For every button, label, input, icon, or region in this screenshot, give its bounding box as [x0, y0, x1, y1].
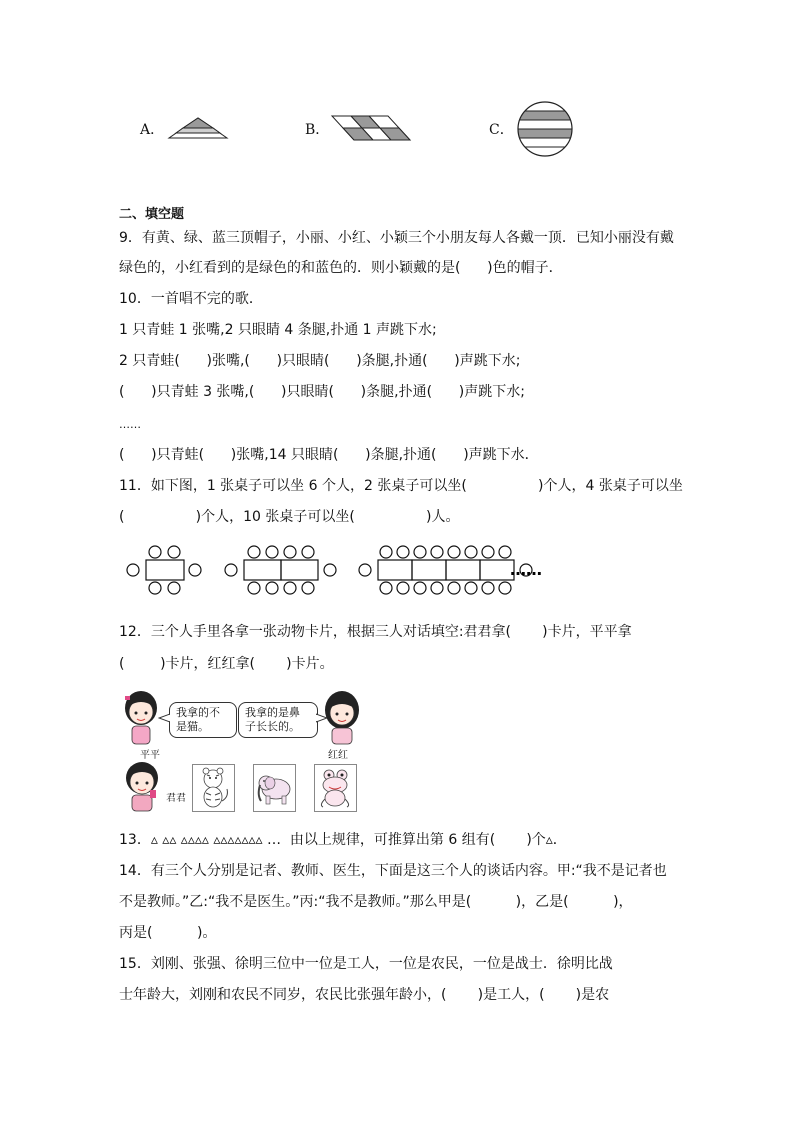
section-title: 二、填空题: [119, 207, 185, 222]
elephant-card-icon: [254, 765, 295, 811]
bubble-left-tail-icon: [158, 712, 170, 724]
q10-line-4: ( )只青蛙( )张嘴,14 只眼睛( )条腿,扑通( )声跳下水．: [119, 447, 539, 463]
q12-line-2: ( )卡片，红红拿( )卡片。: [119, 656, 334, 672]
bubble-left: [169, 702, 237, 738]
q10-line-1: 1 只青蛙 1 张嘴,2 只眼睛 4 条腿,扑通 1 声跳下水;: [119, 322, 437, 338]
q10-ellipsis: ……: [119, 418, 141, 431]
bubble-right-line-2: 子长长的。: [245, 720, 300, 733]
bubble-left-line-2: 是猫。: [176, 720, 209, 733]
option-a-label: A．: [140, 122, 165, 138]
striped-circle-icon: [516, 100, 574, 158]
bubble-left-line-1: 我拿的不: [176, 706, 220, 719]
frog-card-icon: [315, 765, 356, 811]
bubble-right-line-1: 我拿的是鼻: [245, 706, 300, 719]
q15-line-2: 士年龄大，刘刚和农民不同岁，农民比张强年龄小，( )是工人，( )是农: [119, 987, 610, 1003]
table-seating-figure: [122, 542, 562, 600]
name-right: 红红: [328, 750, 348, 761]
girl-bottom-icon: [122, 760, 168, 812]
q10-title: 10．一首唱不完的歌．: [119, 291, 263, 307]
q10-line-2: 2 只青蛙( )张嘴,( )只眼睛( )条腿,扑通( )声跳下水;: [119, 353, 521, 369]
name-left: 平平: [140, 750, 160, 761]
card-tiger: [192, 764, 235, 812]
tiger-card-icon: [193, 765, 234, 811]
q14-line-1: 14．有三个人分别是记者、教师、医生，下面是这三个人的谈话内容。甲:“我不是记者也: [119, 863, 667, 879]
girl-right-icon: [322, 688, 362, 746]
table-ellipsis: ……: [510, 560, 542, 579]
q11-line-2: ( )个人，10 张桌子可以坐( )人。: [119, 509, 460, 525]
q15-line-1: 15．刘刚、张强、徐明三位中一位是工人，一位是农民，一位是战士．徐明比战: [119, 956, 613, 972]
q12-line-1: 12．三个人手里各拿一张动物卡片，根据三人对话填空:君君拿( )卡片，平平拿: [119, 624, 632, 640]
q10-line-3: ( )只青蛙 3 张嘴,( )只眼睛( )条腿,扑通( )声跳下水;: [119, 384, 525, 400]
girl-left-icon: [122, 688, 160, 746]
option-b-label: B．: [305, 122, 330, 138]
parallelogram-grid-icon: [330, 114, 414, 142]
bubble-right: [238, 702, 318, 738]
triangle-icon: [167, 116, 229, 140]
q14-line-2: 不是教师。”乙:“我不是医生。”丙:“我不是教师。”那么甲是( )，乙是( )，: [119, 894, 633, 910]
q11-line-1: 11．如下图，1 张桌子可以坐 6 个人，2 张桌子可以坐( )个人，4 张桌子可以坐: [119, 478, 683, 494]
option-c-label: C．: [489, 122, 514, 138]
card-elephant: [253, 764, 296, 812]
q13-line: 13．▵ ▵▵ ▵▵▵▵ ▵▵▵▵▵▵▵ … 由以上规律，可推算出第 6 组有( )个▵．: [119, 832, 567, 848]
q14-line-3: 丙是( )。: [119, 925, 217, 941]
name-bottom: 君君: [166, 793, 186, 804]
q9-line-1: 9．有黄、绿、蓝三顶帽子，小丽、小红、小颖三个小朋友每人各戴一顶．已知小丽没有戴: [119, 230, 674, 246]
card-frog: [314, 764, 357, 812]
q9-line-2: 绿色的，小红看到的是绿色的和蓝色的．则小颖戴的是( )色的帽子．: [119, 260, 563, 276]
